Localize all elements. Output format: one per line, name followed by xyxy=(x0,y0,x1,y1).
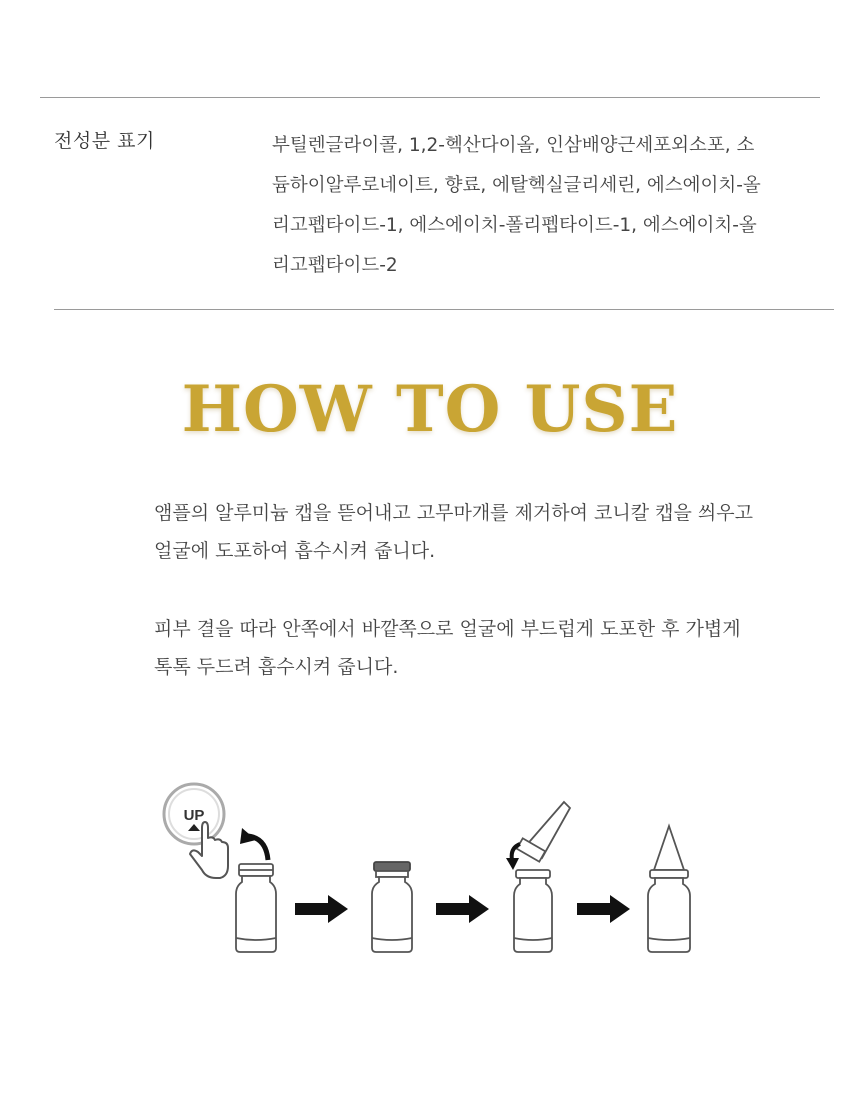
right-arrow-icon xyxy=(295,895,348,923)
ampoule-bottle-icon xyxy=(648,826,690,952)
usage-paragraph-2: 피부 결을 따라 안쪽에서 바깥쪽으로 얼굴에 부드럽게 도포한 후 가볍게 톡톡 두드려 흡수시켜 줍니다. xyxy=(154,618,741,678)
how-to-use-title: HOW TO USE xyxy=(181,372,679,447)
ampoule-bottle-icon xyxy=(372,862,412,952)
top-divider xyxy=(40,97,820,98)
right-arrow-icon xyxy=(577,895,630,923)
bottom-divider xyxy=(54,309,834,310)
conical-cap-icon xyxy=(517,802,570,862)
usage-paragraph-1: 앰플의 알루미늄 캡을 뜯어내고 고무마개를 제거하여 코니칼 캡을 씌우고 얼굴에 도포하여 흡수시켜 줍니다. xyxy=(154,502,753,562)
right-arrow-icon xyxy=(436,895,489,923)
ampoule-bottle-icon xyxy=(236,864,276,952)
ingredients-text: 부틸렌글라이콜, 1,2-헥산다이올, 인삼배양근세포외소포, 소듐하이알루로네이트, 향료, 에탈헥실글리세린, 에스에이치-올리고펩타이드-1, 에스에이치-폴리펩타이드-1, 에스에이치-올리고펩타이드-2 xyxy=(272,135,761,276)
ampoule-bottle-icon xyxy=(514,870,552,952)
curved-arrow-icon xyxy=(240,828,268,860)
up-badge-label: UP xyxy=(183,807,205,824)
usage-steps-diagram xyxy=(158,778,704,958)
up-badge xyxy=(164,784,224,844)
ingredients-label: 전성분 표기 xyxy=(54,130,155,152)
